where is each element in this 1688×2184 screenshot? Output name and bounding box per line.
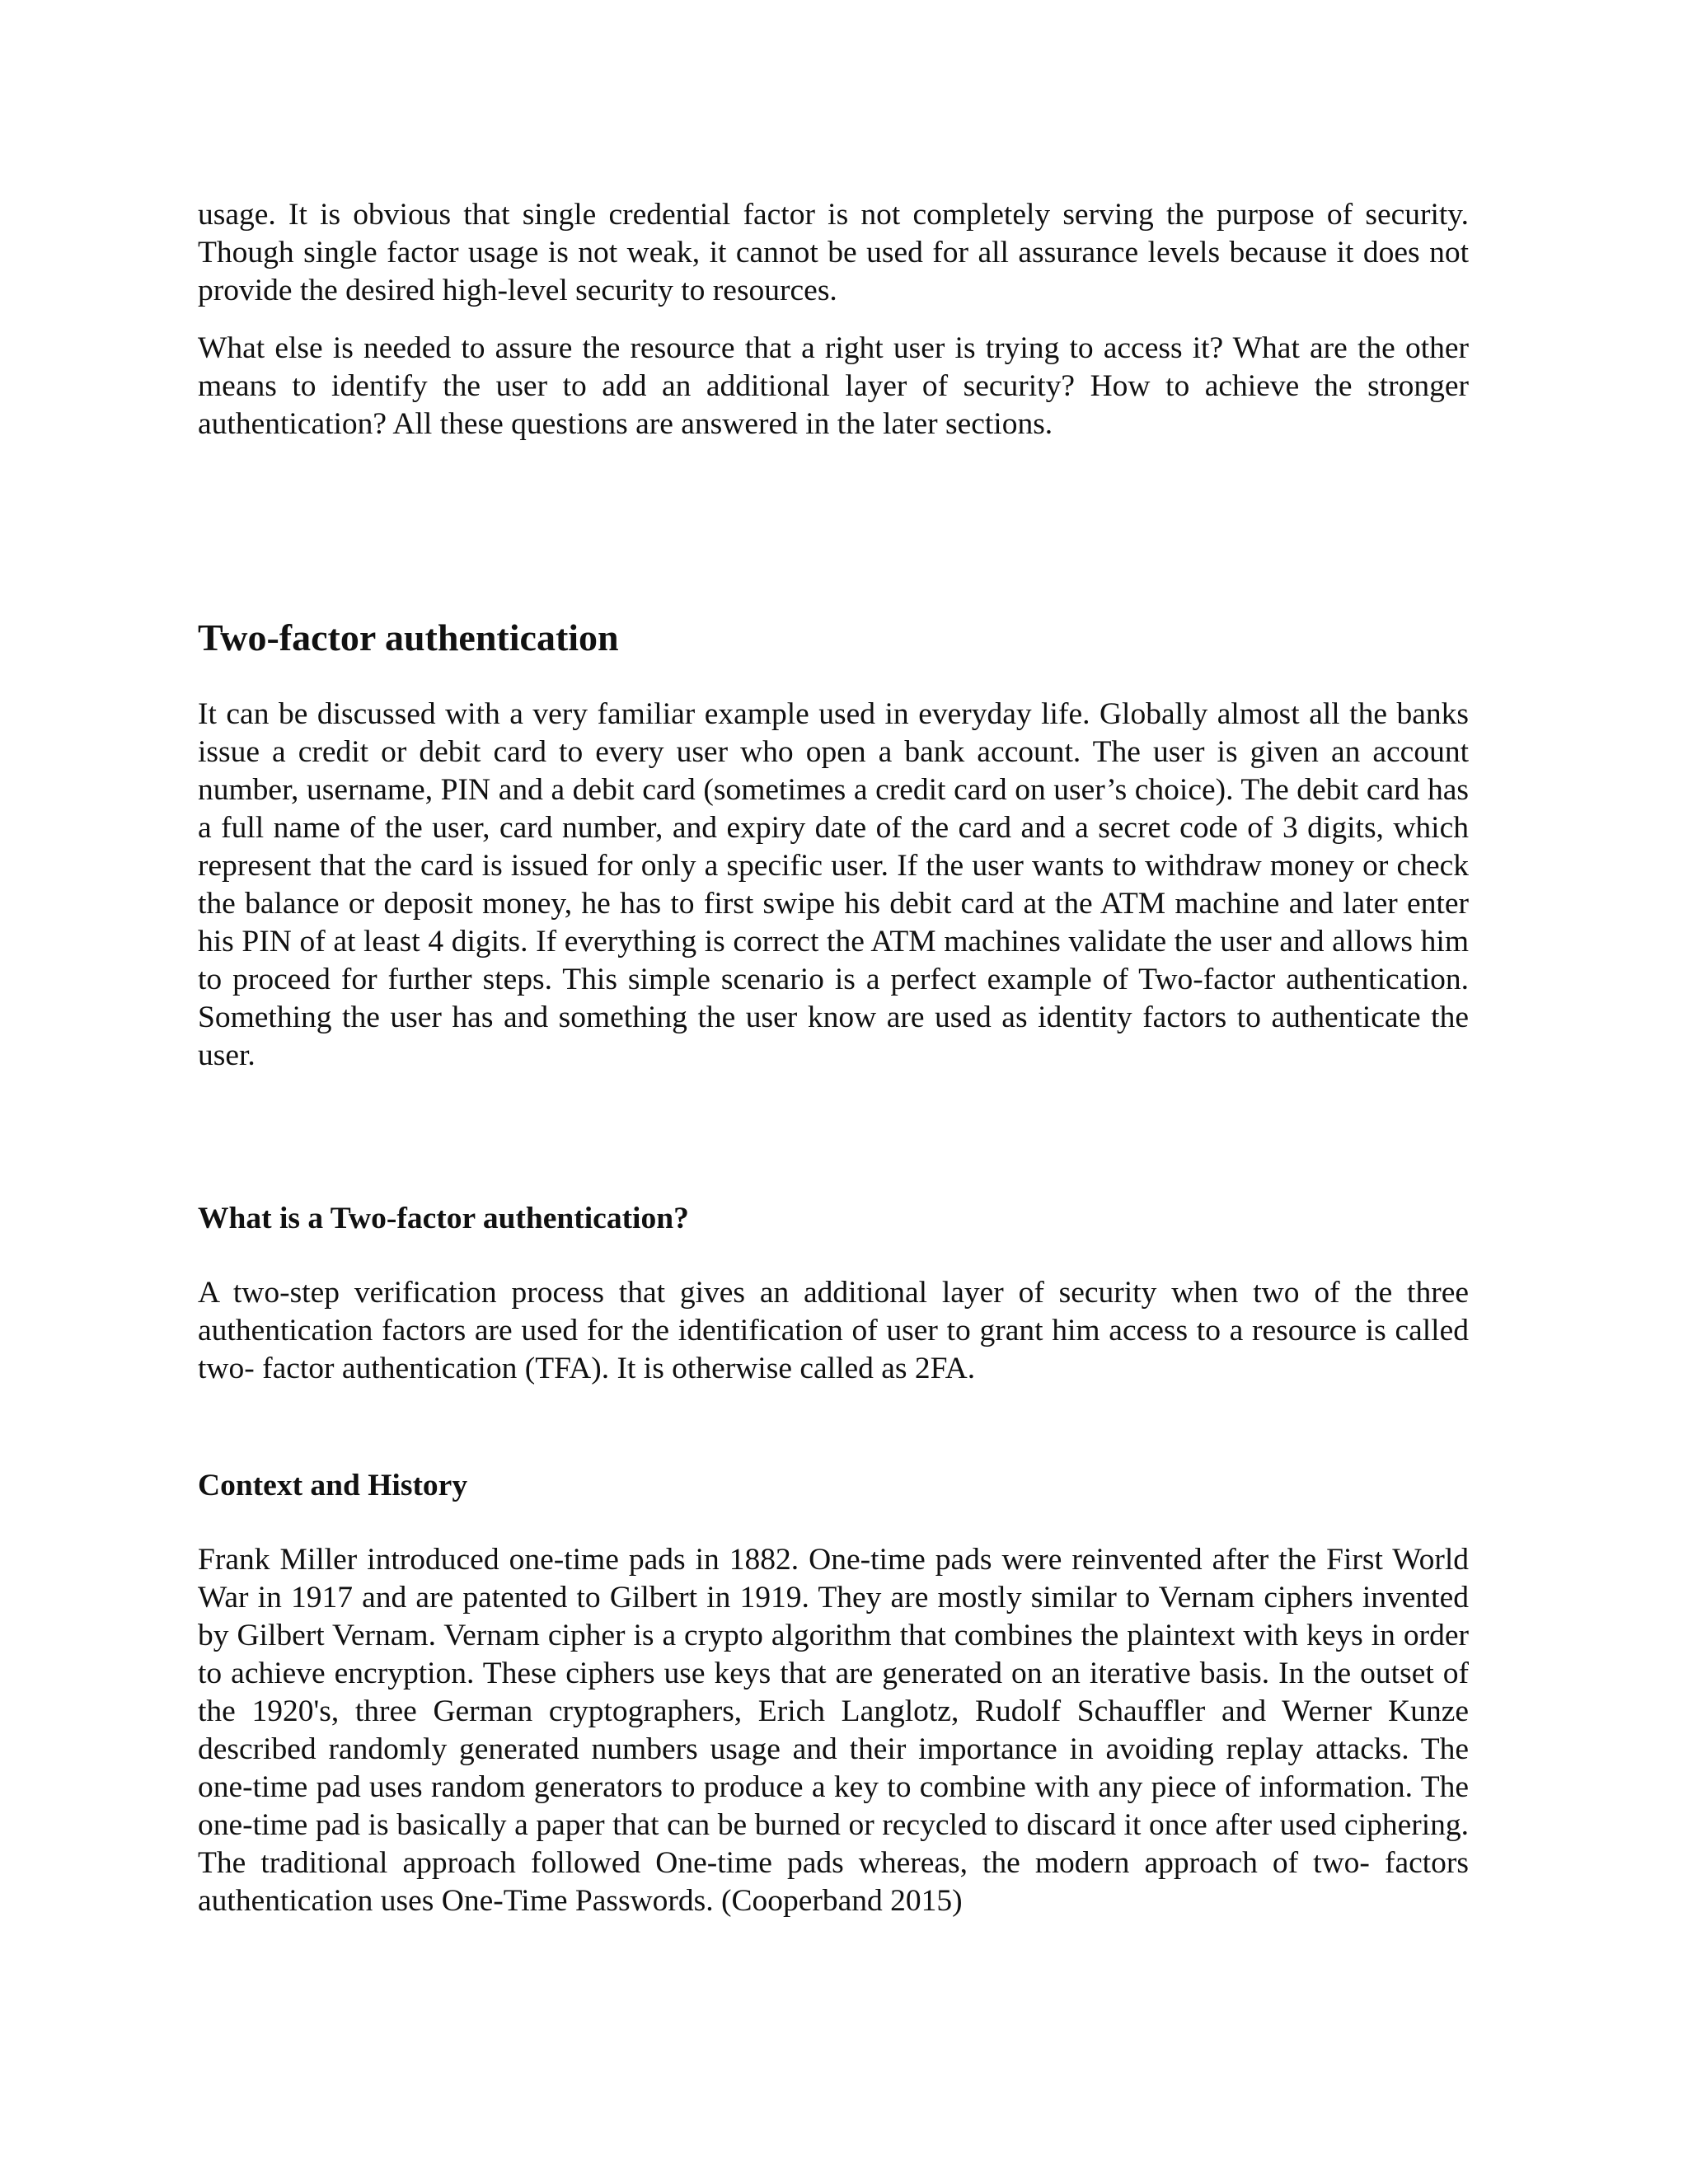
heading-what-is-two-factor: What is a Two-factor authentication? [198, 1202, 689, 1235]
paragraph-context: Frank Miller introduced one-time pads in 1882. One-time pads were reinvented after the First World War in 1917 and are patented to Gilbert in 1919. They are mostly similar to Vernam ciphers invented by Gilbert Vernam. Vernam cipher is a crypto algorithm that combines the plaintext with keys in order to achieve encryption. These ciphers use keys that are generated on an iterative basis. In the outset of the 1920's, three German cryptographers, Erich Langlotz, Rudolf Schauffler and Werner Kunze described randomly generated numbers usage and their importance in avoiding replay attacks. The one-time pad uses random generators to produce a key to combine with any piece of information. The one-time pad is basically a paper that can be burned or recycled to discard it once after used ciphering. The traditional approach followed One-time pads whereas, the modern approach of two- factors authentication uses One-Time Passwords. (Cooperband 2015) [198, 1543, 1469, 1918]
paragraph-intro-2: What else is needed to assure the resource that a right user is trying to access it? What are the other means to identify the user to add an additional layer of security? How to achieve the stronger authentication? All these questions are answered in the later sections. [198, 331, 1469, 441]
paragraph-what-is: A two-step verification process that gives an additional layer of security when two of the three authentication factors are used for the identification of user to grant him access to a resource is called two- factor authentication (TFA). It is otherwise called as 2FA. [198, 1276, 1469, 1385]
heading-two-factor-authentication: Two-factor authentication [198, 616, 619, 658]
heading-context-and-history: Context and History [198, 1469, 468, 1502]
paragraph-intro-1: usage. It is obvious that single credential factor is not completely serving the purpose of security. Though single factor usage is not weak, it cannot be used for all assurance levels because it does not provide the desired high-level security to resources. [198, 198, 1469, 307]
paragraph-two-factor: It can be discussed with a very familiar example used in everyday life. Globally almost all the banks issue a credit or debit card to every user who open a bank account. The user is given an account number, username, PIN and a debit card (sometimes a credit card on user’s choice). The debit card has a full name of the user, card number, and expiry date of the card and a secret code of 3 digits, which represent that the card is issued for only a specific user. If the user wants to withdraw money or check the balance or deposit money, he has to first swipe his debit card at the ATM machine and later enter his PIN of at least 4 digits. If everything is correct the ATM machines validate the user and allows him to proceed for further steps. This simple scenario is a perfect example of Two-factor authentication. Something the user has and something the user know are used as identity factors to authenticate the user. [198, 697, 1469, 1072]
